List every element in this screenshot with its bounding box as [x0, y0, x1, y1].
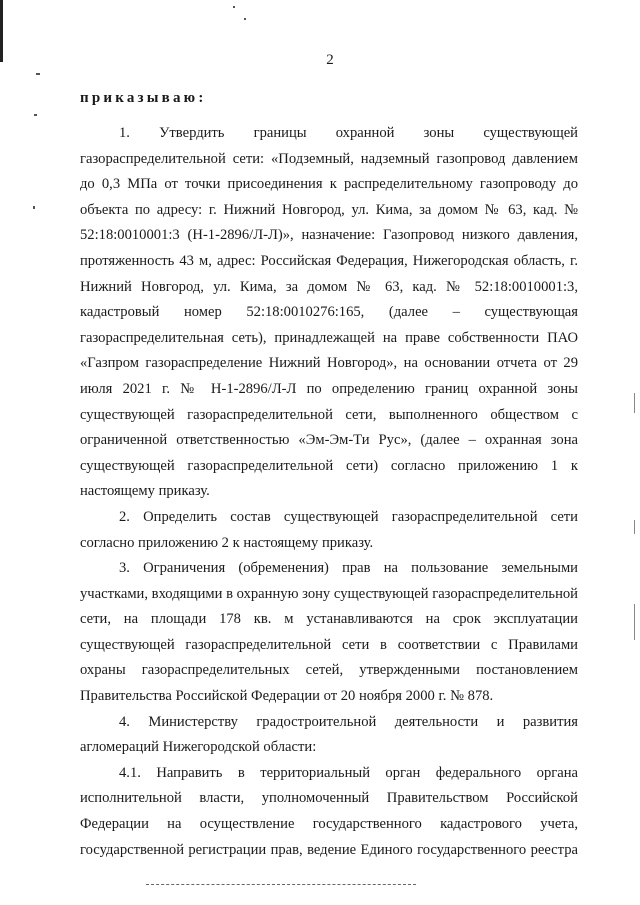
paragraph-3: 3. Ограничения (обременения) прав на пользование земельными участками, входящими в охранную зону существующей газораспределительной сети, на площади 178 кв. м устанавливаются на срок эксплуатации существующей газораспределительной сети в соответствии с Правилами охраны газораспределительных сетей, утвержденными постановлением Правительства Российской Федерации от 20 ноября 2000 г. № 878.: [80, 560, 578, 705]
scan-speck: [33, 206, 35, 209]
bottom-dashed-rule: [146, 884, 416, 885]
scan-speck: [34, 114, 37, 116]
document-body: [80, 121, 578, 863]
paragraph-2: 2. Определить состав существующей газораспределительной сети согласно приложению 2 к настоящему приказу.: [80, 508, 578, 551]
scan-margin-line: [634, 520, 635, 534]
order-heading: приказываю:: [80, 90, 207, 106]
paragraph-4-1: 4.1. Направить в территориальный орган федерального органа исполнительной власти, уполномоченный Правительством Российской Федерации на осуществление государственного кадастрового учета, государственной регистрации прав, ведение Единого государственного реестра: [80, 764, 578, 858]
scan-speck: [36, 73, 40, 75]
scan-margin-line: [634, 393, 635, 413]
scan-speck: [244, 18, 246, 20]
paragraph-4: 4. Министерству градостроительной деятельности и развития агломераций Нижегородской области:: [80, 713, 578, 756]
page-number: 2: [326, 52, 334, 68]
scan-speck: [233, 6, 235, 8]
scan-margin-line: [634, 604, 635, 640]
paragraph-1: 1. Утвердить границы охранной зоны существующей газораспределительной сети: «Подземный, надземный газопровод давлением до 0,3 МПа от точки присоединения к распределительному газопроводу до объекта по адресу: г. Нижний Новгород, ул. Кима, за домом № 63, кад. № 52:18:0010001:3 (Н-1-2896/Л-Л)», назначение: Газопровод низкого давления, протяженность 43 м, адрес: Российская Федерация, Нижегородская область, г. Нижний Новгород, ул. Кима, за домом № 63, кад. № 52:18:0010001:3, кадастровый номер 52:18:0010276:165, (далее – существующая газораспределительная сеть), принадлежащей на праве собственности ПАО «Газпром газораспределение Нижний Новгород», на основании отчета от 29 июля 2021 г. № Н-1-2896/Л-Л по определению границ охранной зоны существующей газораспределительной сети, выполненного обществом с ограниченной ответственностью «Эм-Эм-Ти Рус», (далее – охранная зона существующей газораспределительной сети) согласно приложению 1 к настоящему приказу.: [80, 125, 578, 500]
